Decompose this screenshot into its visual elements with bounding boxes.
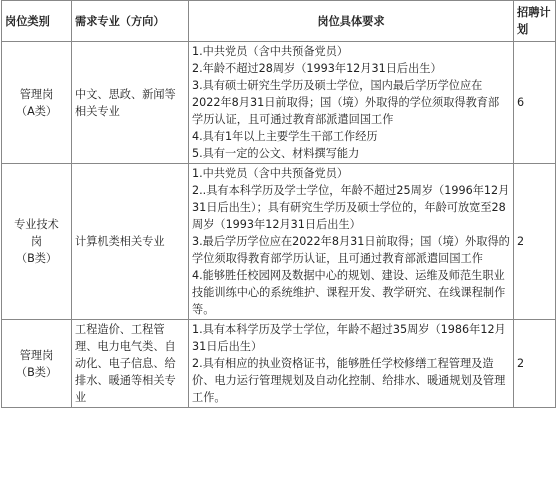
- row2-category: 专业技术 岗 （B类）: [2, 164, 72, 320]
- table-row: [2, 320, 556, 408]
- row3-category: 管理岗 （B类）: [2, 320, 72, 408]
- recruitment-table: [1, 0, 556, 408]
- row2-plan: 2: [514, 164, 556, 320]
- table-row: [2, 42, 556, 164]
- row3-requirements: 1.具有本科学历及学士学位，年龄不超过35周岁（1986年12月31日后出生） 2.具有相应的执业资格证书，能够胜任学校修缮工程管理及造价、电力运行管理规划及自动化控制、给排水、暖通规划及管理工作。: [189, 320, 514, 408]
- row2-major: 计算机类相关专业: [72, 164, 189, 320]
- row3-plan: 2: [514, 320, 556, 408]
- row1-requirements: 1.中共党员（含中共预备党员） 2.年龄不超过28周岁（1993年12月31日后出生） 3.具有硕士研究生学历及硕士学位，国内最后学历学位应在2022年8月31日前取得；国（境）外取得的学位须取得教育部学历认证，且可通过教育部派遣回国工作 4.具有1年以上主要学生干部工作经历 5.具有一定的公文、材料撰写能力: [189, 42, 514, 164]
- header-requirements: 岗位具体要求: [189, 1, 514, 42]
- table-header-row: [2, 1, 556, 42]
- header-plan: 招聘计划: [514, 1, 556, 42]
- row1-category: 管理岗 （A类）: [2, 42, 72, 164]
- row1-major: 中文、思政、新闻等相关专业: [72, 42, 189, 164]
- table-row: [2, 164, 556, 320]
- header-category: 岗位类别: [2, 1, 72, 42]
- row2-requirements: 1.中共党员（含中共预备党员） 2..具有本科学历及学士学位，年龄不超过25周岁（1996年12月31日后出生）；具有研究生学历及硕士学位的，年龄可放宽至28周岁（1993年12月31日后出生） 3.最后学历学位应在2022年8月31日前取得；国（境）外取得的学位须取得教育部学历认证，且可通过教育部派遣回国工作 4.能够胜任校园网及数据中心的规划、建设、运维及师范生职业技能训练中心的系统维护、课程开发、教学研究、在线课程制作等。: [189, 164, 514, 320]
- row1-plan: 6: [514, 42, 556, 164]
- row3-major: 工程造价、工程管理、电力电气类、自动化、电子信息、给排水、暖通等相关专业: [72, 320, 189, 408]
- header-major: 需求专业（方向）: [72, 1, 189, 42]
